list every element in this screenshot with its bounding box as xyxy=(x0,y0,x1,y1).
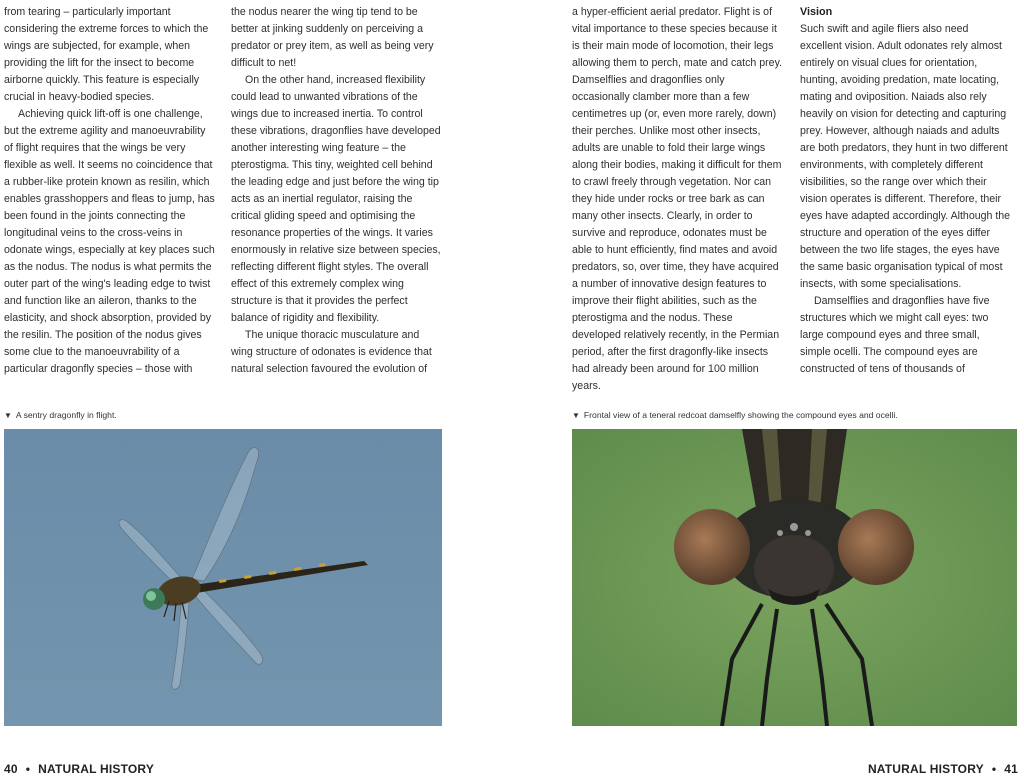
right-page-column-1 xyxy=(572,4,784,395)
bullet-icon: • xyxy=(25,762,31,776)
paragraph: the nodus nearer the wing tip tend to be better at jinking suddenly on perceiving a predator or prey item, as well as being very difficult to net! xyxy=(231,6,434,69)
section-title: NATURAL HISTORY xyxy=(867,762,984,776)
vision-heading: Vision xyxy=(800,6,833,18)
caption-text: Frontal view of a teneral redcoat damselfly showing the compound eyes and ocelli. xyxy=(583,410,898,420)
paragraph: On the other hand, increased flexibility could lead to unwanted vibrations of the wings due to increased inertia. To control these vibrations, dragonflies have developed another interesting wing feature – the pterostigma. This tiny, weighted cell behind the leading edge and just before the wing tip acts as an inertial regulator, raising the critical gliding speed and optimising the resonance properties of the wings. It varies enormously in relative size between species, reflecting different flight styles. The overall effect of this extremely complex wing structure is that it provides the perfect balance of rigidity and flexibility. xyxy=(231,74,441,324)
paragraph: from tearing – particularly important considering the extreme forces to which the wings are subjected, for example, when providing the lift for the insect to become airborne quickly. This feature is especially crucial in heavy-bodied species. xyxy=(4,6,209,103)
damselfly-illustration xyxy=(572,429,1017,726)
left-page-column-2 xyxy=(231,4,443,378)
caption-text: A sentry dragonfly in flight. xyxy=(15,410,117,420)
paragraph: Such swift and agile fliers also need excellent vision. Adult odonates rely almost entirely on visual clues for orientation, hunting, avoiding predation, mate locating, mating and oviposition. Naiads also rely heavily on vision for detecting and capturing prey. However, although naiads and adults are both predators, they hunt in two different environments, with completely different visibilities, so the range over which their vision operates is different. Therefore, their eyes have adapted accordingly. Although the structure and operation of the eyes differ between the two life stages, the eyes have the same basic organisation typical of most insects, with some specialisations. xyxy=(800,23,1011,290)
dragonfly-photo xyxy=(4,429,442,726)
page-footer-left xyxy=(4,762,154,776)
paragraph: Damselflies and dragonflies have five structures which we might call eyes: two large compound eyes and three small, simple ocelli. The compound eyes are constructed of tens of thousands of xyxy=(800,295,990,375)
damselfly-photo xyxy=(572,429,1017,726)
dragonfly-illustration xyxy=(4,429,442,726)
caption-triangle-icon: ▼ xyxy=(4,411,12,420)
caption-triangle-icon: ▼ xyxy=(572,411,580,420)
paragraph: Achieving quick lift-off is one challenge, but the extreme agility and manoeuvrability of flight requires that the wings be very flexible as well. It seems no coincidence that a rubber-like protein known as resilin, which enables grasshoppers and fleas to jump, has been found in the joints connecting the longitudinal veins to the cross-veins in odonate wings, especially at key places such as the nodus. The nodus is what permits the outer part of the wing's leading edge to twist and function like an aileron, thanks to the elasticity, and shock absorption, provided by the resilin. The position of the nodus gives some clue to the manoeuvrability of a particular dragonfly species – those with xyxy=(4,108,215,375)
right-page-column-2 xyxy=(800,4,1012,378)
paragraph: The unique thoracic musculature and wing structure of odonates is evidence that natural selection favoured the evolution of xyxy=(231,329,432,375)
photo-caption-left xyxy=(4,409,117,422)
page-number: 40 xyxy=(4,762,18,776)
bullet-icon: • xyxy=(991,762,997,776)
page-number: 41 xyxy=(1004,762,1018,776)
left-page-column-1 xyxy=(4,4,216,378)
paragraph: a hyper-efficient aerial predator. Flight is of vital importance to these species because it is their main mode of locomotion, their legs allowing them to perch, mate and catch prey. Damselflies and dragonflies only occasionally clamber more than a few centimetres up (or, even more rarely, down) their perches. Unlike most other insects, adults are unable to fold their large wings along their bodies, making it difficult for them to crawl freely through vegetation. Nor can they hide under rocks or tree bark as can many other insects. Clearly, in order to survive and reproduce, odonates must be able to hunt efficiently, find mates and avoid predators, so, over time, they have acquired a number of innovative design features to improve their flight abilities, such as the pterostigma and the nodus. These developed relatively recently, in the Permian period, after the first dragonfly-like insects had already been around for 100 million years. xyxy=(572,6,783,392)
page-footer-right xyxy=(868,762,1018,776)
photo-caption-right xyxy=(572,409,898,422)
section-title: NATURAL HISTORY xyxy=(38,762,155,776)
